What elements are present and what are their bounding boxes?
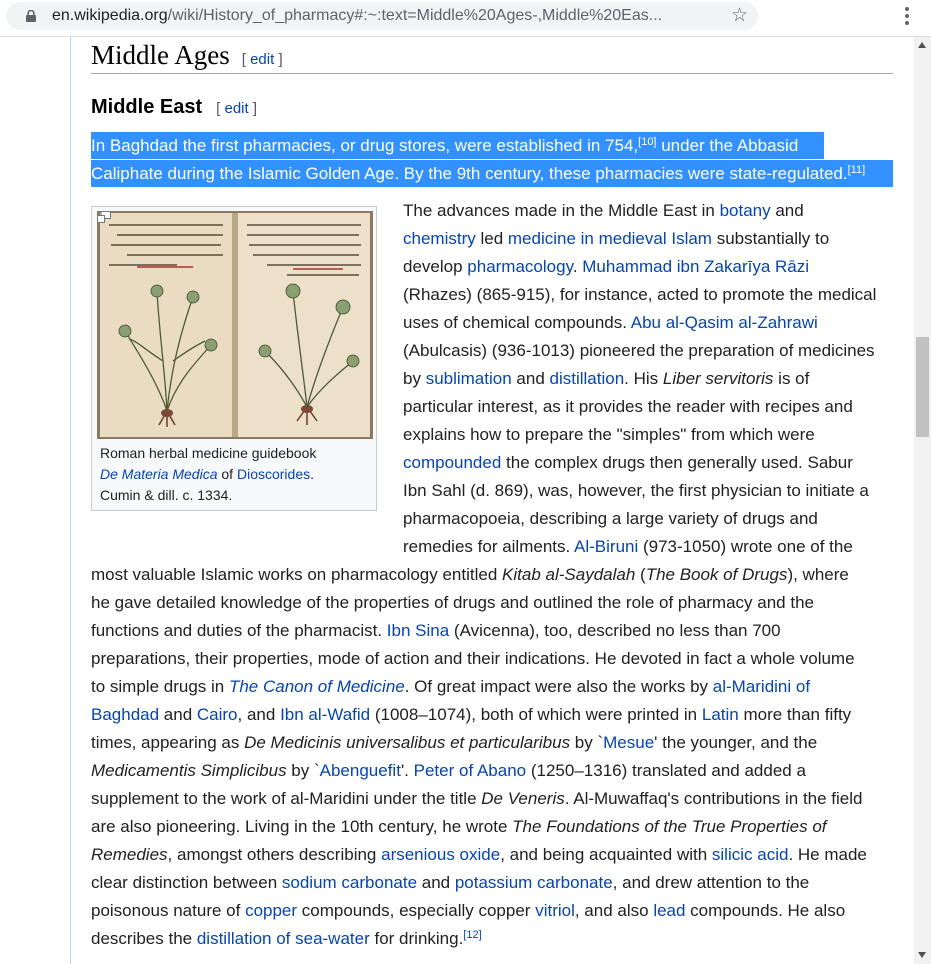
bookmark-star-icon[interactable]: ☆ (731, 5, 749, 26)
text-line: compounded the complex drugs then generally used. Sabur (403, 453, 853, 472)
medicine-in-medieval-islam-link[interactable]: medicine in medieval Islam (507, 229, 712, 248)
lead-link[interactable]: lead (653, 901, 686, 920)
vertical-scrollbar[interactable] (914, 37, 931, 964)
baghdad-link[interactable]: Baghdad (91, 705, 160, 724)
peter-of-abano-link[interactable]: Peter of Abano (413, 761, 527, 780)
text-line: poisonous nature of copper compounds, especially copper vitriol, and also lead compounds. He also (91, 901, 846, 920)
latin-link[interactable]: Latin (701, 705, 739, 724)
section-title: Middle Ages (91, 40, 230, 70)
text-line: pharmacopoeia, describing a large variety of drugs and (403, 509, 818, 528)
ibn-al-wafid-link[interactable]: Ibn al-Wafid (280, 705, 371, 724)
text-line: explains how to prepare the "simples" from which were (403, 425, 815, 444)
content-left-border (70, 37, 71, 964)
text-line: (Rhazes) (865-915), for instance, acted to promote the medical (403, 285, 877, 304)
chemistry-link[interactable]: chemistry (403, 229, 476, 248)
url-text[interactable]: en.wikipedia.org/wiki/History_of_pharmacy#:~:text=Middle%20Ages-,Middle%20Eas... (52, 7, 663, 24)
text-line: clear distinction between sodium carbonate and potassium carbonate, and drew attention to the (91, 873, 810, 892)
text-line: most valuable Islamic works on pharmacology entitled Kitab al-Saydalah (The Book of Drugs), where (91, 565, 849, 584)
scroll-thumb[interactable] (916, 337, 929, 437)
text-line: chemistry led medicine in medieval Islam substantially to (403, 229, 830, 248)
kebab-menu-icon[interactable] (897, 4, 917, 28)
sodium-carbonate-link[interactable]: sodium carbonate (281, 873, 418, 892)
section-edit: [ edit ] (241, 51, 283, 68)
highlighted-line-2: Caliphate during the Islamic Golden Age. By the 9th century, these pharmacies were state-regulated.[11] (91, 160, 893, 187)
mesue-link[interactable]: Mesue (603, 733, 655, 752)
text-line: develop pharmacology. Muhammad ibn Zakarīya Rāzi (403, 257, 810, 276)
arsenious-oxide-link[interactable]: arsenious oxide (381, 845, 501, 864)
figure-caption: Roman herbal medicine guidebook De Materia Medica of Dioscorides. Cumin & dill. c. 1334. (100, 445, 317, 503)
copper-link[interactable]: copper (245, 901, 298, 920)
compounded-link[interactable]: compounded (403, 453, 502, 472)
cairo-link[interactable]: Cairo (196, 705, 238, 724)
scroll-up-arrow-icon[interactable] (918, 42, 926, 48)
highlighted-line-1: In Baghdad the first pharmacies, or drug stores, were established in 754,[10] under the Abbasid (91, 132, 824, 159)
dioscorides-link[interactable]: Dioscorides (236, 466, 311, 482)
text-line: describes the distillation of sea-water for drinking.[12] (91, 929, 482, 948)
subsection-edit: [ edit ] (216, 100, 258, 117)
ibn-sina-link[interactable]: Ibn Sina (386, 621, 450, 640)
lock-icon[interactable] (26, 10, 36, 22)
al-biruni-link[interactable]: Al-Biruni (574, 537, 639, 556)
toolbar-divider (0, 36, 931, 37)
text-line: (Abulcasis) (936-1013) pioneered the preparation of medicines (403, 341, 875, 360)
text-line: times, appearing as De Medicinis universalibus et particularibus by `Mesue' the younger, and the (91, 733, 818, 752)
text-line: preparations, their properties, mode of action and their indications. He devoted in fact a whole volume (91, 649, 855, 668)
subsection-heading (91, 96, 257, 119)
text-line: Baghdad and Cairo, and Ibn al-Wafid (1008–1074), both of which were printed in Latin more than fifty (91, 705, 852, 724)
heading-underline (91, 73, 893, 74)
text-line: uses of chemical compounds. Abu al-Qasim al-Zahrawi (403, 313, 818, 332)
text-line: remedies for ailments. Al-Biruni (973-1050) wrote one of the (403, 537, 853, 556)
enlarge-icon[interactable] (97, 211, 111, 223)
distillation-link[interactable]: distillation (549, 369, 625, 388)
abenguefit-link[interactable]: Abenguefit (319, 761, 401, 780)
silicic-acid-link[interactable]: silicic acid (711, 845, 789, 864)
de-materia-medica-link[interactable]: De Materia Medica (100, 466, 218, 482)
citation-10[interactable]: [10] (638, 136, 657, 148)
text-line: particular interest, as it provides the reader with recipes and (403, 397, 853, 416)
al-zahrawi-link[interactable]: Abu al-Qasim al-Zahrawi (630, 313, 818, 332)
figure-thumbnail (91, 206, 377, 511)
text-line: Remedies, amongst others describing arsenious oxide, and being acquainted with silicic acid. He made (91, 845, 867, 864)
address-bar[interactable] (6, 2, 758, 30)
canon-of-medicine-link[interactable]: The Canon of Medicine (228, 677, 405, 696)
text-line: to simple drugs in The Canon of Medicine. Of great impact were also the works by al-Maridini of (91, 677, 811, 696)
botany-link[interactable]: botany (719, 201, 771, 220)
text-line: The advances made in the Middle East in botany and (403, 201, 804, 220)
distillation-of-sea-water-link[interactable]: distillation of sea-water (196, 929, 370, 948)
text-line: functions and duties of the pharmacist. Ibn Sina (Avicenna), too, described no less than 700 (91, 621, 781, 640)
vitriol-link[interactable]: vitriol (535, 901, 575, 920)
manuscript-image[interactable] (97, 211, 373, 439)
citation-11[interactable]: [11] (847, 164, 866, 176)
text-line: Medicamentis Simplicibus by `Abenguefit'. Peter of Abano (1250–1316) translated and added a (91, 761, 806, 780)
razi-link[interactable]: Muhammad ibn Zakarīya Rāzi (582, 257, 810, 276)
text-line: by sublimation and distillation. His Liber servitoris is of (403, 369, 810, 388)
sublimation-link[interactable]: sublimation (425, 369, 512, 388)
potassium-carbonate-link[interactable]: potassium carbonate (454, 873, 613, 892)
al-maridini-link[interactable]: al-Maridini of (712, 677, 811, 696)
text-line: Ibn Sahl (d. 869), was, however, the first physician to initiate a (403, 481, 869, 500)
subsection-title: Middle East (91, 96, 203, 118)
edit-link[interactable]: edit (250, 51, 275, 68)
text-line: are also pioneering. Living in the 10th century, he wrote The Foundations of the True Properties of (91, 817, 827, 836)
scroll-down-arrow-icon[interactable] (918, 952, 926, 958)
browser-toolbar (0, 0, 931, 36)
section-heading (91, 40, 283, 71)
citation-12[interactable]: [12] (463, 929, 482, 941)
pharmacology-link[interactable]: pharmacology (467, 257, 573, 276)
text-line: he gave detailed knowledge of the properties of drugs and outlined the role of pharmacy and the (91, 593, 814, 612)
text-line: supplement to the work of al-Maridini under the title De Veneris. Al-Muwaffaq's contributions in the field (91, 789, 863, 808)
edit-link[interactable]: edit (224, 100, 249, 117)
